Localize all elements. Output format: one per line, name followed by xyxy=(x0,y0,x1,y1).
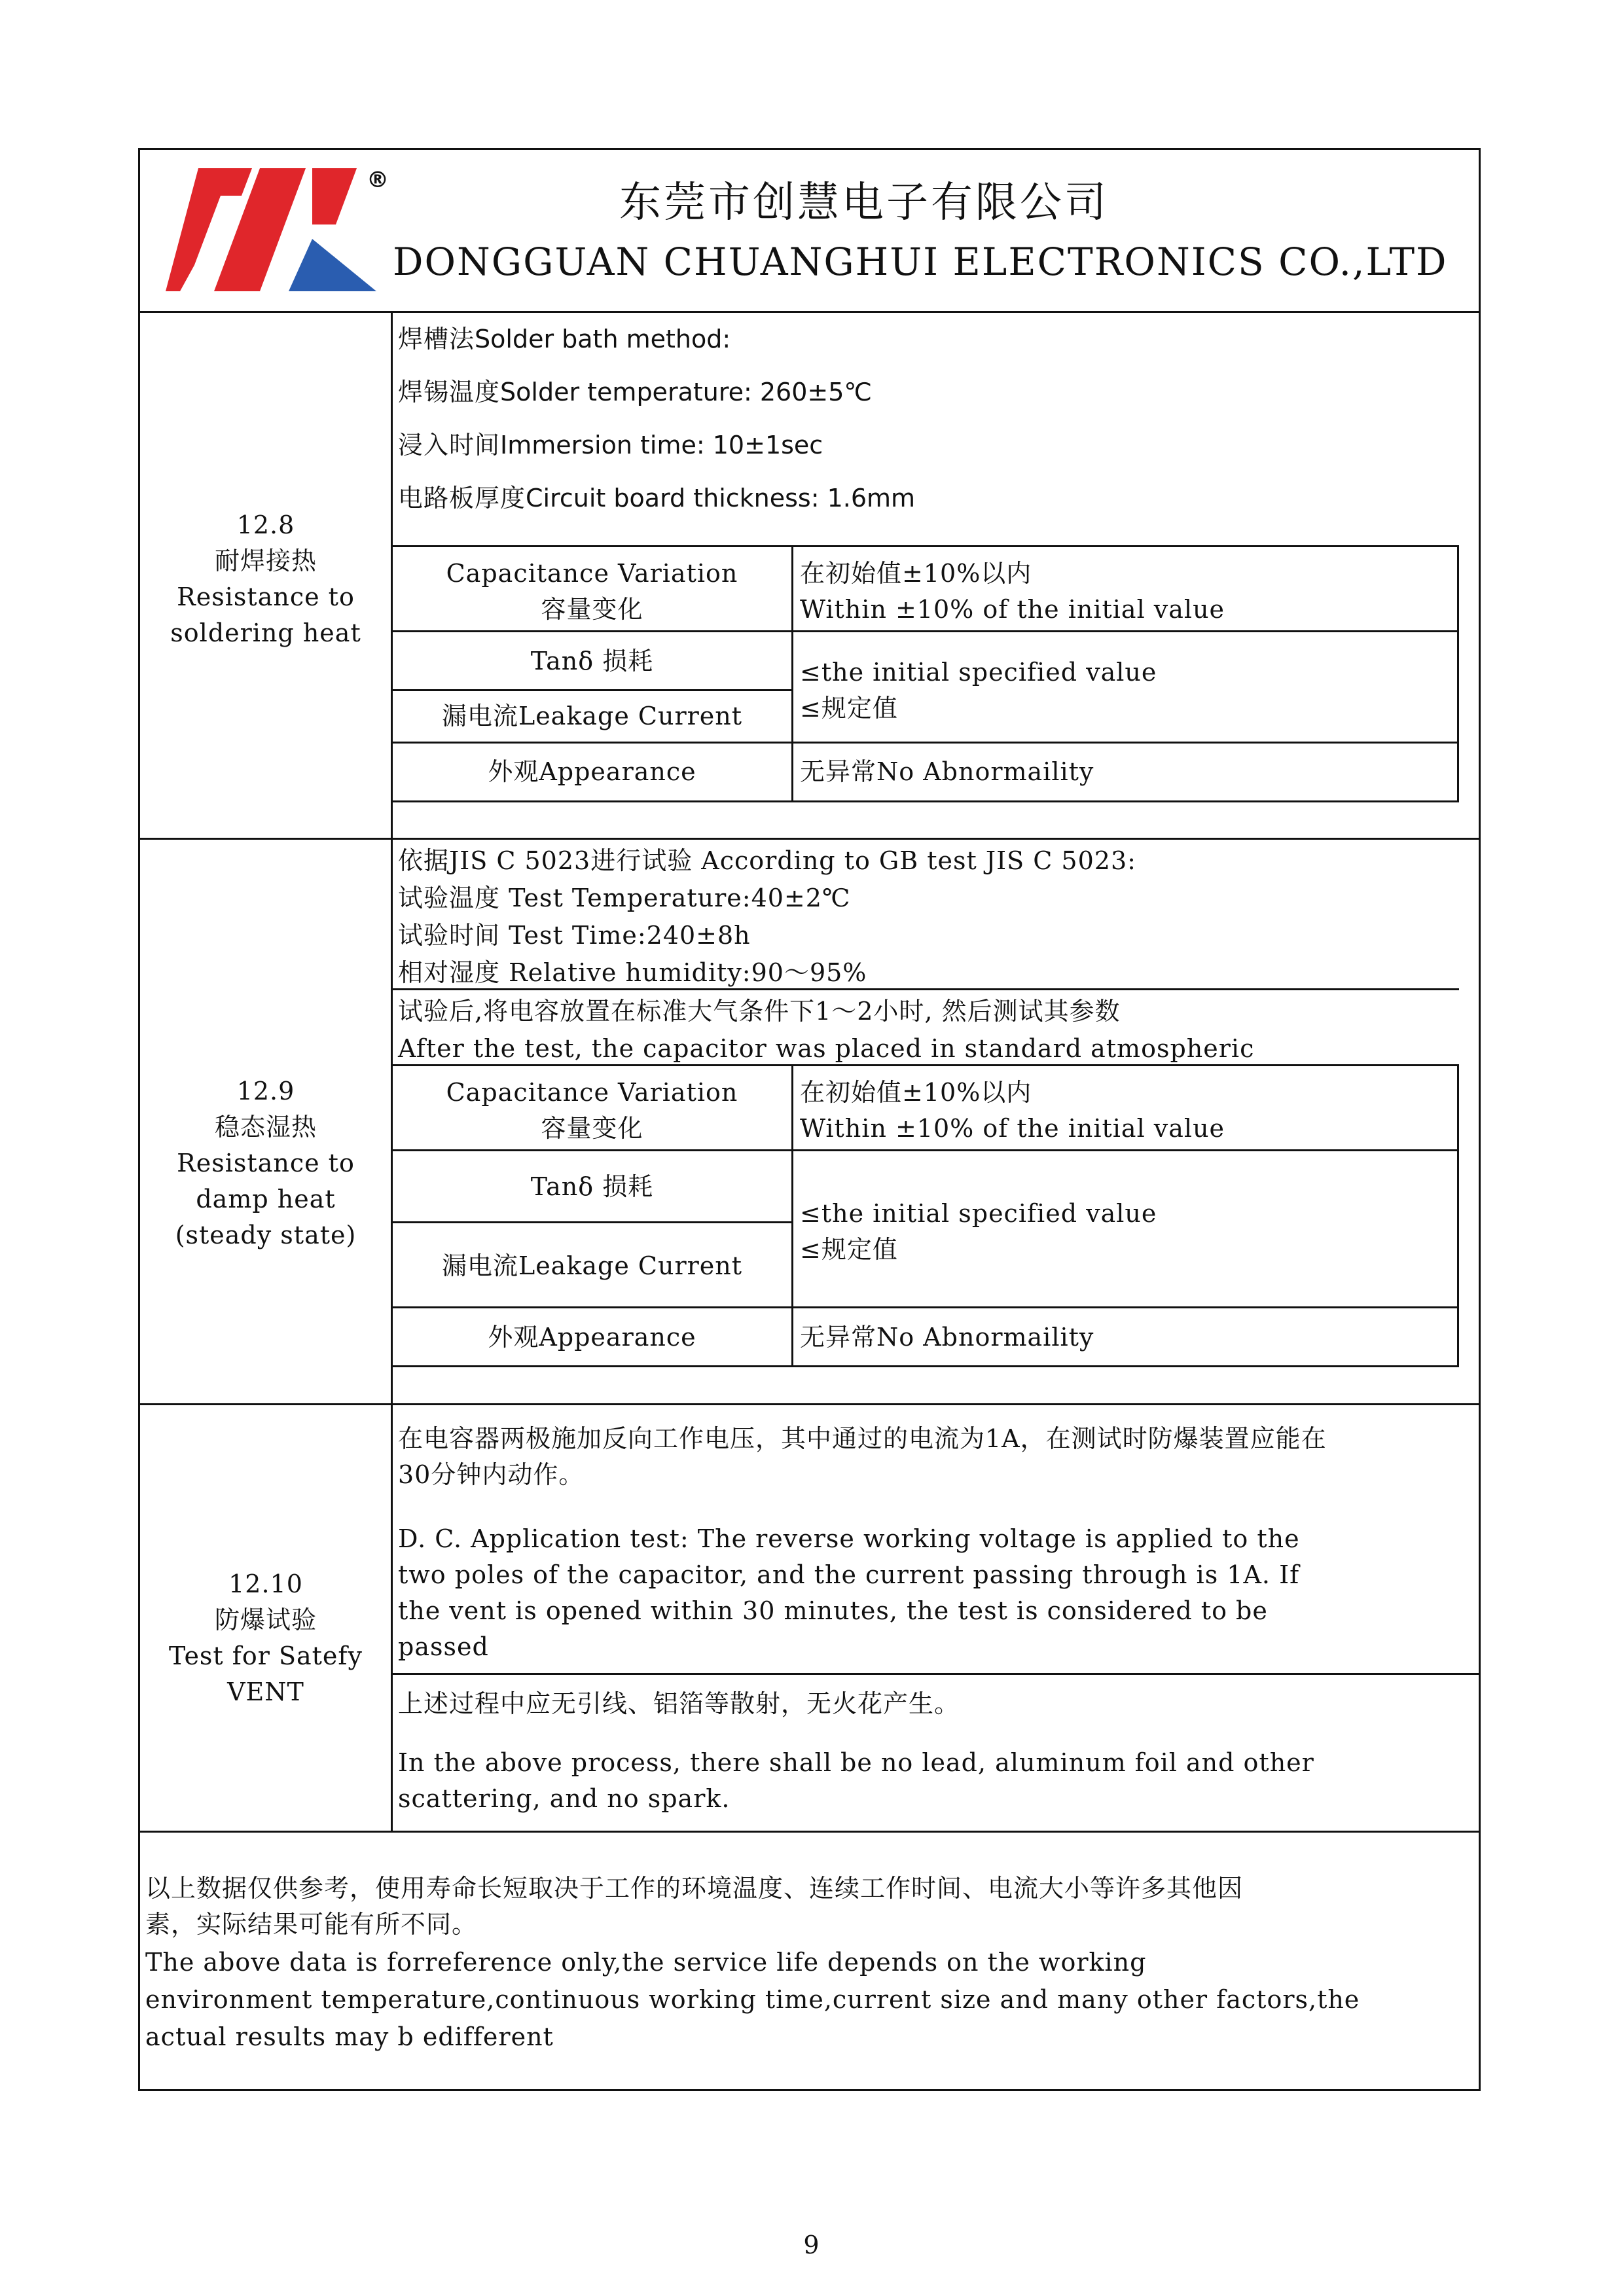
s128-title-en-1: Resistance to xyxy=(177,583,355,611)
s128-table-line1 xyxy=(391,630,1459,632)
s128-cap-cn: 容量变化 xyxy=(541,595,643,624)
s1210-number: 12.10 xyxy=(228,1570,303,1598)
s129-after-en: After the test, the capacitor was placed in standard atmospheric xyxy=(398,1034,1255,1063)
s1210-para1-cn-1: 在电容器两极施加反向工作电压，其中通过的电流为1A，在测试时防爆装置应能在 xyxy=(398,1424,1327,1453)
s1210-divider xyxy=(391,1673,1481,1675)
s129-tan: Tanδ 损耗 xyxy=(530,1172,654,1201)
note-cn-2: 素，实际结果可能有所不同。 xyxy=(145,1910,478,1939)
s128-cap-val-cn: 在初始值±10%以内 xyxy=(800,559,1032,588)
s1210-para2-en-2: scattering, and no spark. xyxy=(398,1784,731,1813)
s128-cap-val-en: Within ±10% of the initial value xyxy=(800,595,1225,624)
s1210-title-en-1: Test for Satefy xyxy=(169,1641,363,1670)
s128-imm-en: Immersion time: 10±1sec xyxy=(500,431,823,459)
s128-method xyxy=(398,321,731,357)
s129-cap-val-cn: 在初始值±10%以内 xyxy=(800,1078,1032,1107)
s129-title-en-2: damp heat xyxy=(196,1185,336,1213)
s129-appearance-val: 无异常No Abnormaility xyxy=(800,1323,1094,1352)
s128-table-line2 xyxy=(391,689,793,691)
s128-temp-cn: 焊锡温度 xyxy=(398,378,501,406)
s129-table-right xyxy=(1457,1064,1459,1367)
s129-title-cn: 稳态湿热 xyxy=(214,1113,317,1141)
s128-cap-en: Capacitance Variation xyxy=(446,559,738,588)
s128-title-en-2: soldering heat xyxy=(170,619,361,647)
s1210-para1-cn-2: 30分钟内动作。 xyxy=(398,1460,585,1489)
s128-spec-en: ≤the initial specified value xyxy=(800,658,1157,687)
s129-title-en-1: Resistance to xyxy=(177,1149,355,1177)
s1210-para2-en-1: In the above process, there shall be no lead, aluminum foil and other xyxy=(398,1748,1314,1777)
s128-table-bottom xyxy=(391,800,1459,802)
note-cn-1: 以上数据仅供参考，使用寿命长短取决于工作的环境温度、连续工作时间、电流大小等许多其他因 xyxy=(145,1874,1244,1903)
s129-after-cn: 试验后,将电容放置在标准大气条件下1～2小时, 然后测试其参数 xyxy=(398,997,1121,1026)
s128-table-line3 xyxy=(391,742,1459,744)
s129-table-line2 xyxy=(391,1221,793,1223)
s128-tan: Tanδ 损耗 xyxy=(530,647,654,675)
s128-appearance-val: 无异常No Abnormaility xyxy=(800,757,1094,786)
s128-thick-cn: 电路板厚度 xyxy=(398,484,526,512)
s1210-title-cn: 防爆试验 xyxy=(214,1605,317,1634)
s1210-para1-en-1: D. C. Application test: The reverse working voltage is applied to the xyxy=(398,1524,1300,1553)
s1210-title-en-2: VENT xyxy=(227,1677,304,1706)
s129-table-top xyxy=(391,1064,1459,1066)
s129-table-bottom xyxy=(391,1365,1459,1367)
s129-cap-en: Capacitance Variation xyxy=(446,1078,738,1107)
s128-temp-en: Solder temperature: 260±5℃ xyxy=(500,378,873,406)
s129-table-line1 xyxy=(391,1149,1459,1151)
s128-appearance: 外观Appearance xyxy=(488,757,696,786)
s128-thick-en: Circuit board thickness: 1.6mm xyxy=(526,484,916,512)
page-number: 9 xyxy=(803,2231,820,2259)
s128-temp xyxy=(398,374,872,410)
s129-line2: 试验温度 Test Temperature:40±2℃ xyxy=(398,884,851,912)
s128-method-cn: 焊槽法 xyxy=(398,325,475,353)
note-en-3: actual results may b edifferent xyxy=(145,2022,554,2051)
s129-line4: 相对湿度 Relative humidity:90～95% xyxy=(398,958,867,987)
s129-divider-1 xyxy=(391,988,1459,990)
header-divider xyxy=(138,311,1481,313)
s129-line1: 依据JIS C 5023进行试验 According to GB test JIS C 5023: xyxy=(398,846,1136,875)
s128-imm-cn: 浸入时间 xyxy=(398,431,501,459)
company-name-en: DONGGUAN CHUANGHUI ELECTRONICS CO.,LTD xyxy=(393,240,1448,284)
s128-leak: 漏电流Leakage Current xyxy=(441,702,743,730)
s1210-bottom xyxy=(138,1831,1481,1833)
s128-table-mid xyxy=(791,545,793,802)
s128-number: 12.8 xyxy=(236,511,295,539)
company-logo xyxy=(160,167,389,298)
s1210-para2-cn: 上述过程中应无引线、铝箔等散射，无火花产生。 xyxy=(398,1689,960,1718)
logo-icon xyxy=(160,167,389,298)
s128-title-cn: 耐焊接热 xyxy=(214,547,317,575)
s129-line3: 试验时间 Test Time:240±8h xyxy=(398,921,751,950)
s129-cap-val-en: Within ±10% of the initial value xyxy=(800,1114,1225,1143)
company-name-cn: 东莞市创慧电子有限公司 xyxy=(619,179,1109,227)
s129-cap-cn: 容量变化 xyxy=(541,1114,643,1143)
s128-spec-cn: ≤规定值 xyxy=(800,694,898,723)
note-en-2: environment temperature,continuous working time,current size and many other factors,the xyxy=(145,1985,1360,2014)
s129-number: 12.9 xyxy=(236,1077,295,1105)
s128-table-right xyxy=(1457,545,1459,802)
s128-method-en: Solder bath method: xyxy=(475,325,731,353)
s129-spec-cn: ≤规定值 xyxy=(800,1235,898,1264)
s128-table-top xyxy=(391,545,1459,547)
s129-title-en-3: (steady state) xyxy=(175,1221,357,1249)
s129-spec-en: ≤the initial specified value xyxy=(800,1199,1157,1228)
s128-bottom xyxy=(138,838,1481,840)
registered-mark: ® xyxy=(367,167,389,193)
s129-table-line3 xyxy=(391,1306,1459,1308)
s129-bottom xyxy=(138,1403,1481,1405)
s1210-para1-en-2: two poles of the capacitor, and the current passing through is 1A. If xyxy=(398,1560,1300,1589)
s129-leak: 漏电流Leakage Current xyxy=(441,1251,743,1280)
s129-table-mid xyxy=(791,1064,793,1367)
s1210-para1-en-3: the vent is opened within 30 minutes, the test is considered to be xyxy=(398,1596,1268,1625)
s128-immersion xyxy=(398,427,823,463)
s128-thickness xyxy=(398,480,915,516)
note-en-1: The above data is forreference only,the service life depends on the working xyxy=(145,1948,1147,1977)
s129-appearance: 外观Appearance xyxy=(488,1323,696,1352)
s1210-para1-en-4: passed xyxy=(398,1632,489,1661)
